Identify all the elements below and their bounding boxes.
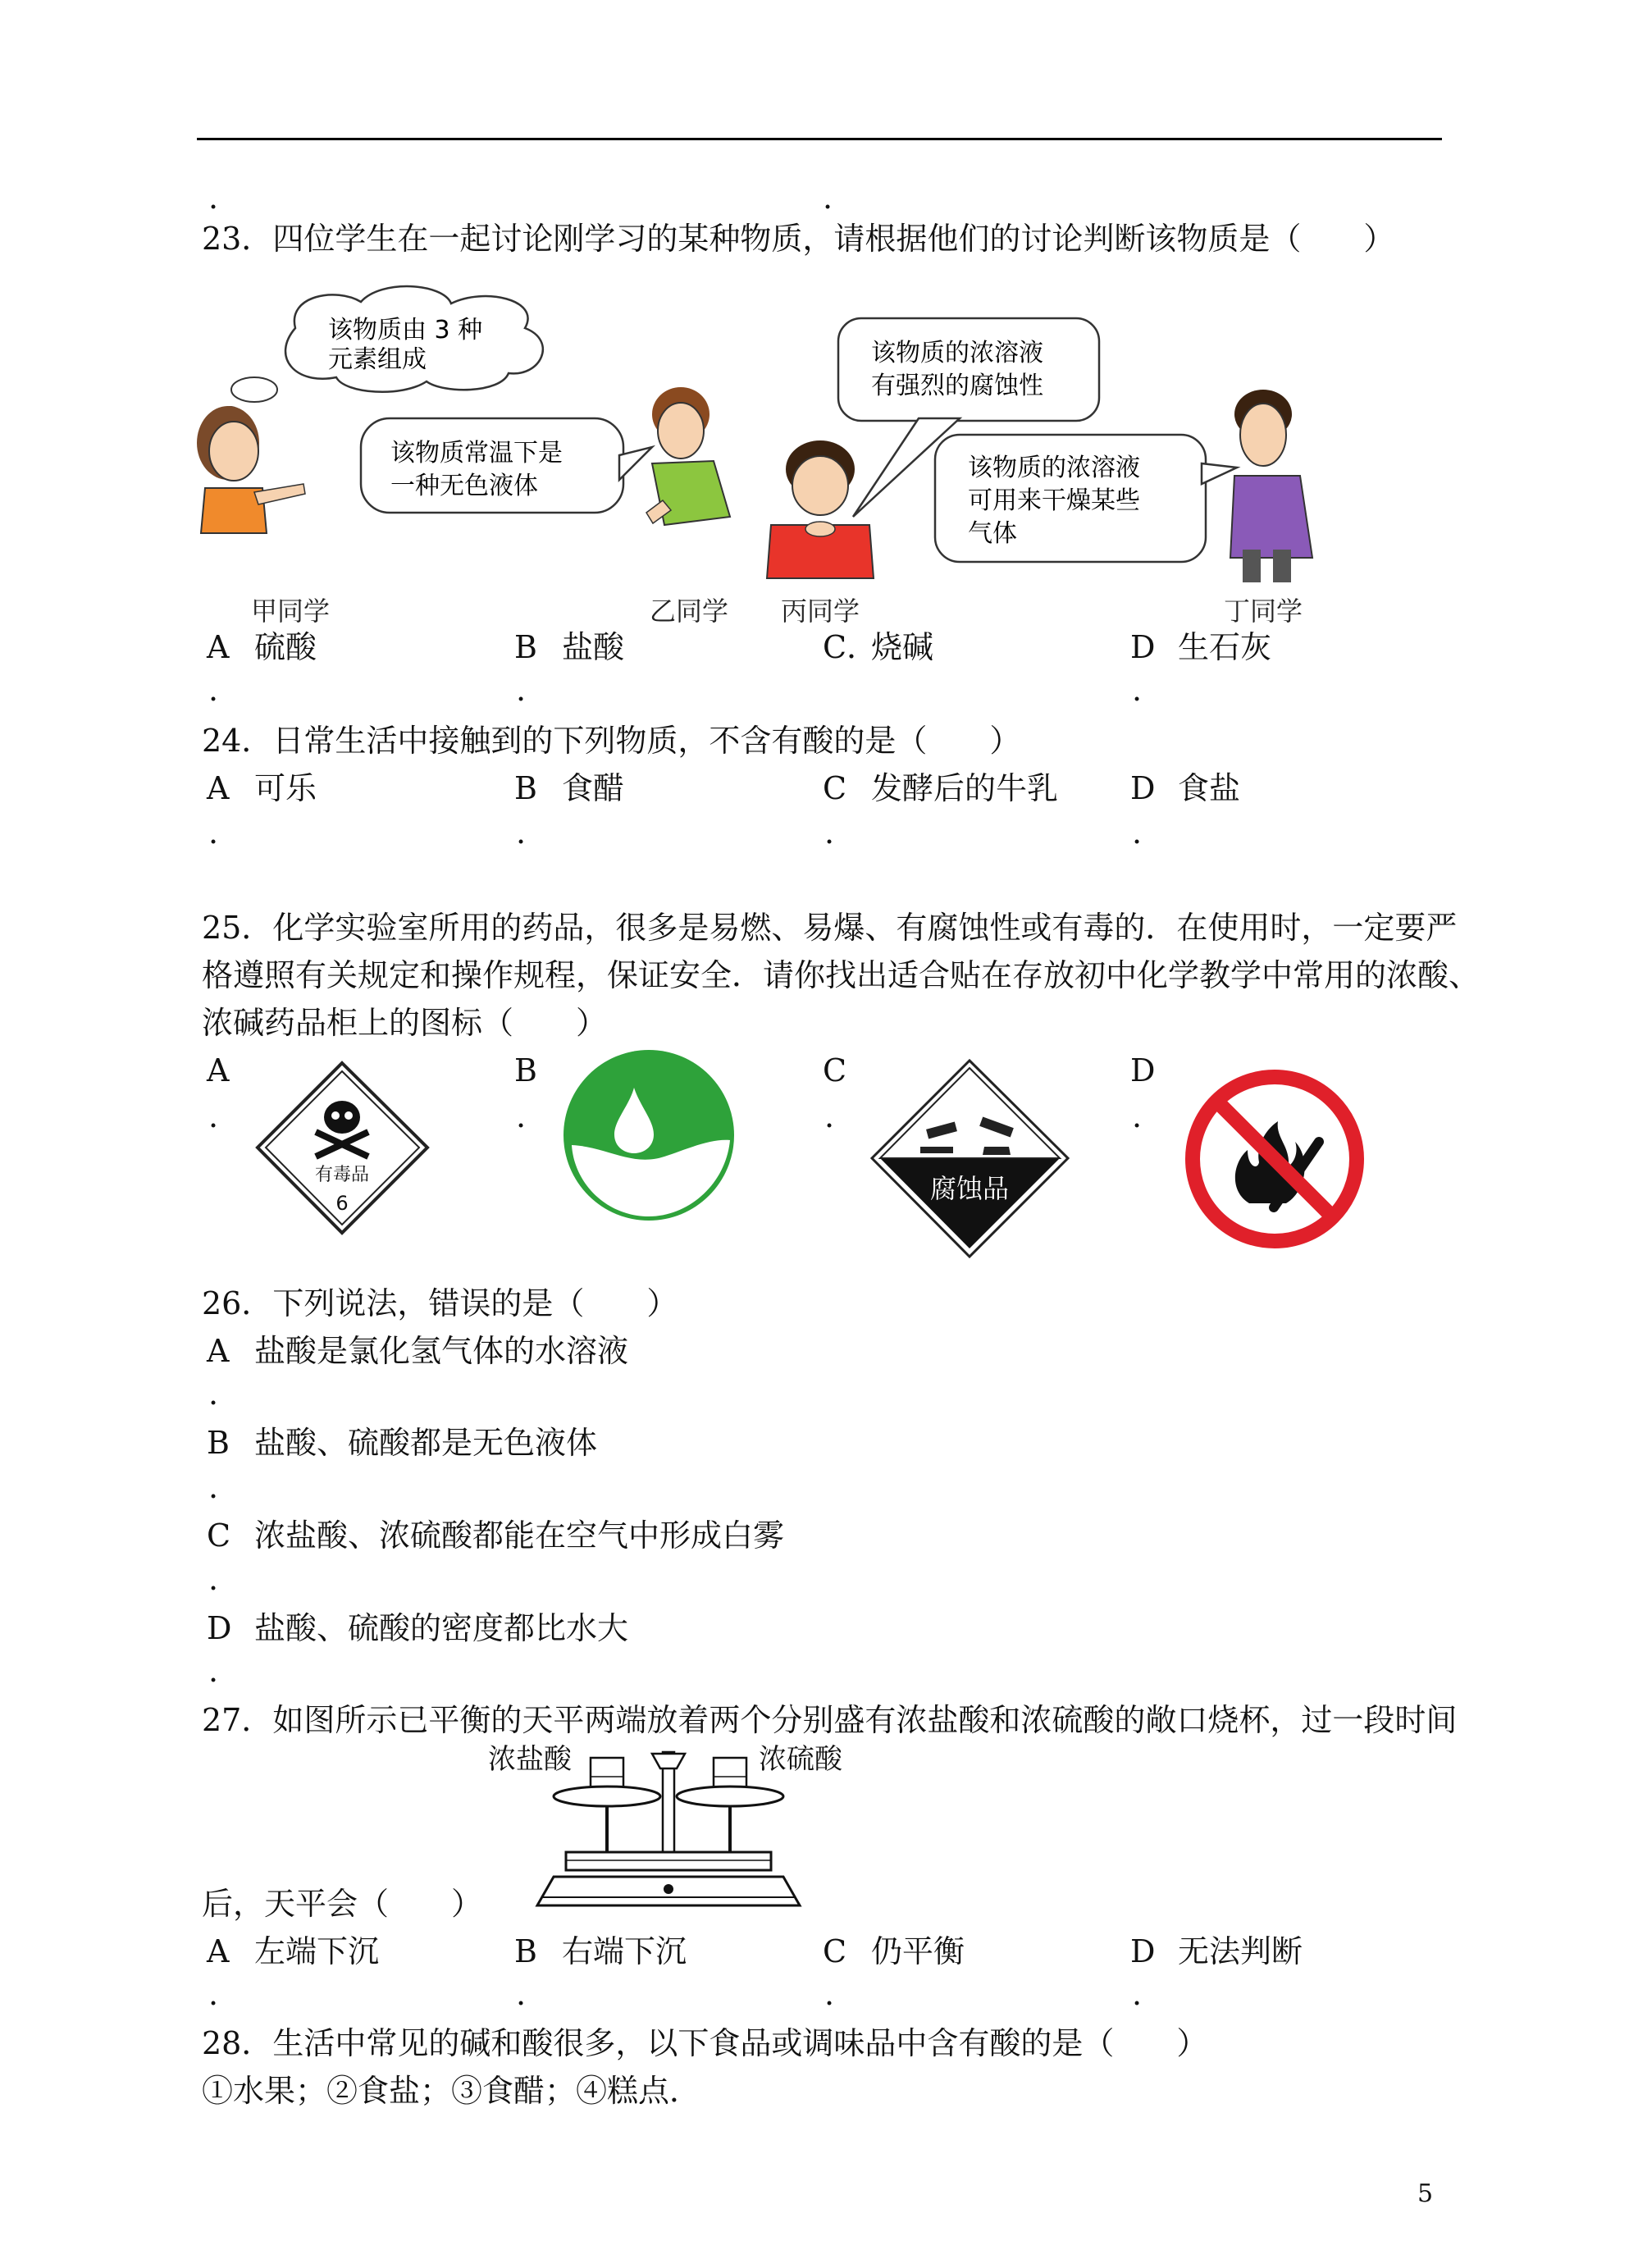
svg-text:有强烈的腐蚀性: 有强烈的腐蚀性 (871, 372, 1043, 400)
student-yi-figure (646, 387, 730, 525)
svg-text:该物质常温下是: 该物质常温下是 (390, 439, 563, 468)
q24-option-d: 食盐 (1178, 770, 1241, 806)
corrosive-label: 腐蚀品 (929, 1173, 1010, 1204)
speech-bubble-ding (935, 435, 1237, 562)
q24-option-a: 可乐 (254, 770, 317, 806)
dot: . (516, 672, 527, 708)
svg-text:气体: 气体 (968, 519, 1017, 548)
balance-scale-figure (476, 1737, 869, 1919)
svg-text:该物质的浓溶液: 该物质的浓溶液 (968, 454, 1140, 482)
dot: . (208, 1653, 219, 1689)
question-28-stem: 28．生活中常见的碱和酸很多，以下食品或调味品中含有酸的是（ ） (202, 2025, 1208, 2061)
toxic-label: 有毒品 (314, 1165, 370, 1185)
dot: . (516, 1976, 527, 2012)
bubble-jia-line1: 该物质由 3 种 (328, 316, 483, 345)
q25-letter-c: C (823, 1052, 847, 1088)
svg-text:可用来干燥某些: 可用来干燥某些 (968, 486, 1140, 515)
q23-option-b: 盐酸 (562, 629, 625, 665)
dot: . (208, 1376, 219, 1412)
q26-option-a: 盐酸是氯化氢气体的水溶液 (254, 1333, 629, 1369)
q25-letter-d: D (1130, 1052, 1156, 1088)
q26-option-a-letter: A (207, 1333, 230, 1369)
dot: . (208, 1561, 219, 1597)
q23-option-d-letter: D (1130, 629, 1156, 665)
question-25-stem-line1: 25．化学实验室所用的药品，很多是易燃、易爆、有腐蚀性或有毒的．在使用时，一定要严 (202, 910, 1458, 946)
q27-option-c-letter: C (823, 1933, 847, 1969)
label-right-acid: 浓硫酸 (759, 1743, 842, 1776)
question-27-stem-end: 后，天平会（ ） (202, 1886, 483, 1922)
question-23-stem: 23．四位学生在一起讨论刚学习的某种物质，请根据他们的讨论判断该物质是（ ） (202, 221, 1395, 257)
student-jia-figure (197, 406, 305, 533)
dot: . (823, 180, 833, 216)
dot: . (1132, 815, 1143, 851)
dot: . (208, 1976, 219, 2012)
dot: . (208, 672, 219, 708)
dot: . (516, 1098, 527, 1134)
speech-bubble-jia (218, 286, 543, 422)
q26-option-c-letter: C (207, 1517, 231, 1554)
student-ding-figure (1230, 390, 1312, 582)
dot: . (208, 815, 219, 851)
q27-option-a-letter: A (207, 1933, 230, 1969)
q24-option-b-letter: B (514, 770, 537, 806)
water-drop-icon (562, 1048, 736, 1222)
dot: . (1132, 672, 1143, 708)
question-26-stem: 26．下列说法，错误的是（ ） (202, 1285, 678, 1321)
dot: . (208, 180, 219, 216)
svg-text:一种无色液体: 一种无色液体 (390, 472, 538, 500)
q24-option-c-letter: C (823, 770, 847, 806)
label-jia: 甲同学 (251, 596, 331, 627)
page-number: 5 (1417, 2179, 1434, 2208)
q23-option-a: 硫酸 (254, 629, 317, 665)
label-bing: 丙同学 (781, 596, 860, 627)
q27-option-b-letter: B (514, 1933, 537, 1969)
q23-option-a-letter: A (207, 629, 230, 665)
q27-option-c: 仍平衡 (871, 1933, 965, 1969)
question-28-items: ①水果；②食盐；③食醋；④糕点． (202, 2073, 701, 2109)
q23-option-d: 生石灰 (1178, 629, 1272, 665)
question-25-stem-line3: 浓碱药品柜上的图标（ ） (202, 1005, 608, 1041)
dot: . (1132, 1976, 1143, 2012)
toxic-sign-icon (254, 1060, 431, 1236)
toxic-number: 6 (335, 1192, 349, 1215)
q24-option-c: 发酵后的牛乳 (871, 770, 1059, 806)
dot: . (208, 1098, 219, 1134)
question-25-stem-line2: 格遵照有关规定和操作规程，保证安全．请你找出适合贴在存放初中化学教学中常用的浓酸、 (202, 957, 1481, 993)
q27-option-d-letter: D (1130, 1933, 1156, 1969)
q24-option-d-letter: D (1130, 770, 1156, 806)
label-ding: 丁同学 (1224, 596, 1303, 627)
q26-option-d: 盐酸、硫酸的密度都比水大 (254, 1610, 629, 1646)
dot: . (824, 1098, 835, 1134)
dot: . (824, 1976, 835, 2012)
no-fire-icon (1184, 1068, 1366, 1250)
q24-option-b: 食醋 (562, 770, 625, 806)
q26-option-b: 盐酸、硫酸都是无色液体 (254, 1425, 598, 1461)
q25-letter-a: A (207, 1052, 230, 1088)
q26-option-d-letter: D (207, 1610, 232, 1646)
header-rule (197, 138, 1442, 140)
question-24-stem: 24．日常生活中接触到的下列物质，不含有酸的是（ ） (202, 723, 1021, 759)
dot: . (208, 1469, 219, 1505)
q23-option-c: 烧碱 (871, 629, 934, 665)
question-27-stem: 27．如图所示已平衡的天平两端放着两个分别盛有浓盐酸和浓硫酸的敞口烧杯，过一段时间 (202, 1702, 1458, 1738)
q24-option-a-letter: A (207, 770, 230, 806)
q27-option-d: 无法判断 (1178, 1933, 1303, 1969)
dot: . (516, 815, 527, 851)
bubble-jia-line2: 元素组成 (328, 345, 427, 374)
corrosive-sign-icon (869, 1058, 1070, 1259)
label-left-acid: 浓盐酸 (488, 1743, 572, 1776)
q23-option-b-letter: B (514, 629, 537, 665)
q27-option-b: 右端下沉 (562, 1933, 687, 1969)
dot: . (824, 815, 835, 851)
q25-letter-b: B (514, 1052, 537, 1088)
svg-text:该物质的浓溶液: 该物质的浓溶液 (871, 339, 1043, 367)
q23-option-c-letter: C． (823, 629, 878, 665)
q26-option-c: 浓盐酸、浓硫酸都能在空气中形成白雾 (254, 1517, 785, 1554)
label-yi: 乙同学 (650, 596, 729, 627)
q23-cartoon (197, 279, 1329, 640)
dot: . (1132, 1098, 1143, 1134)
q27-option-a: 左端下沉 (254, 1933, 380, 1969)
q26-option-b-letter: B (207, 1425, 230, 1461)
speech-bubble-yi (361, 418, 652, 513)
